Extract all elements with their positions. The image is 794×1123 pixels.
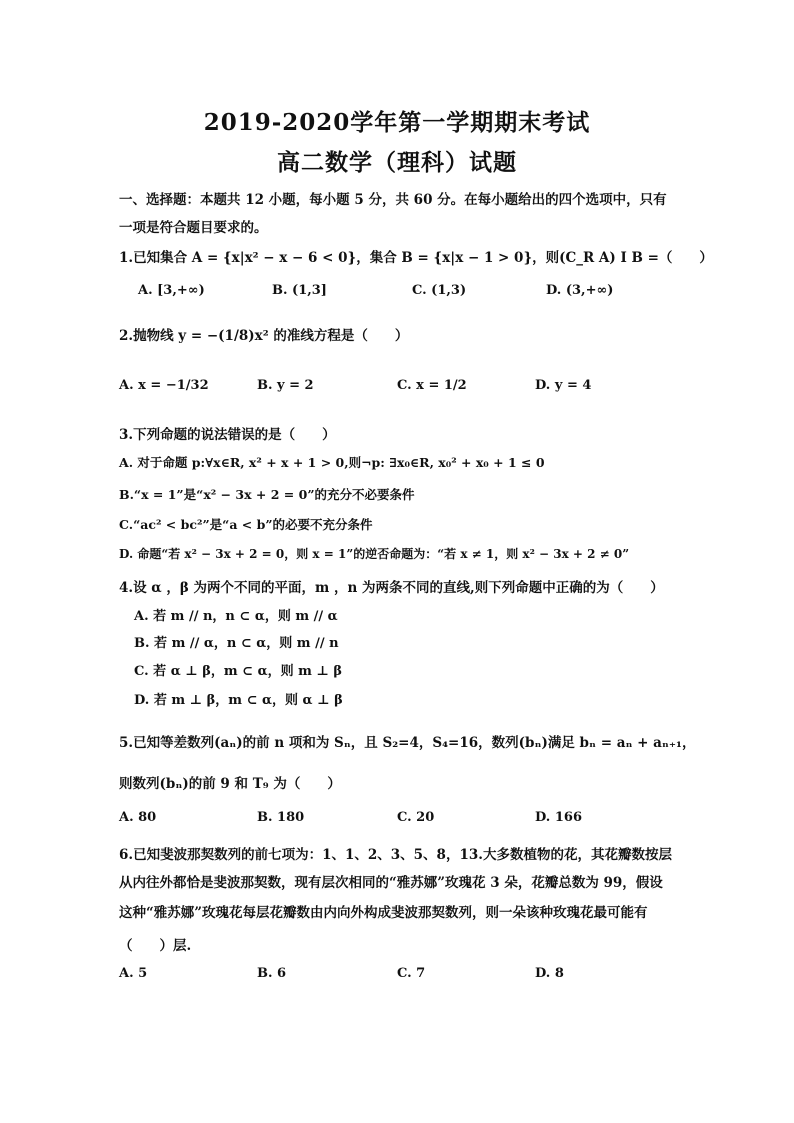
question-2-option-c: C. x = 1/2 <box>397 378 467 393</box>
question-3-option-a: A. 对于命题 p:∀x∈R, x² + x + 1 > 0,则¬p: ∃x₀∈R, x₀² + x₀ + 1 ≤ 0 <box>119 455 545 470</box>
question-6-option-a: A. 5 <box>119 966 148 981</box>
question-5-option-a: A. 80 <box>119 810 157 825</box>
question-6-option-c: C. 7 <box>397 966 426 981</box>
question-4-option-c: C. 若 α ⊥ β，m ⊂ α，则 m ⊥ β <box>134 664 343 679</box>
question-2-option-d: D. y = 4 <box>535 378 592 393</box>
question-5-option-d: D. 166 <box>535 810 582 825</box>
question-1-option-a: A. [3,+∞) <box>138 283 205 298</box>
question-6-stem-line1: 6.已知斐波那契数列的前七项为：1、1、2、3、5、8，13.大多数植物的花，其花瓣数按层 <box>119 847 672 863</box>
question-5-option-c: C. 20 <box>397 810 435 825</box>
question-5-stem-line1: 5.已知等差数列(aₙ)的前 n 项和为 Sₙ，且 S₂=4，S₄=16，数列(bₙ)满足 bₙ = aₙ + aₙ₊₁， <box>119 735 696 751</box>
section-instructions-line1: 一、选择题：本题共 12 小题，每小题 5 分，共 60 分。在每小题给出的四个选项中，只有 <box>119 192 667 208</box>
question-3-option-c: C.“ac² < bc²”是“a < b”的必要不充分条件 <box>119 517 373 532</box>
question-6-stem-line4: （ ）层. <box>119 938 192 954</box>
question-6-stem-line2: 从内往外都恰是斐波那契数，现有层次相同的“雅苏娜”玫瑰花 3 朵，花瓣总数为 99，假设 <box>119 875 663 891</box>
question-2-option-b: B. y = 2 <box>257 378 314 393</box>
question-5-stem-line2: 则数列(bₙ)的前 9 和 T₉ 为（ ） <box>119 776 341 792</box>
section-instructions-line2: 一项是符合题目要求的。 <box>119 220 268 236</box>
question-1-option-c: C. (1,3) <box>412 283 467 298</box>
exam-title: 2019-2020学年第一学期期末考试 <box>203 109 591 136</box>
question-4-option-a: A. 若 m // n，n ⊂ α，则 m // α <box>134 609 338 624</box>
exam-subtitle: 高二数学（理科）试题 <box>277 149 517 176</box>
question-3-option-b: B.“x = 1”是“x² − 3x + 2 = 0”的充分不必要条件 <box>119 487 415 502</box>
question-2-stem: 2.抛物线 y = −(1/8)x² 的准线方程是（ ） <box>119 328 409 344</box>
question-3-option-d: D. 命题“若 x² − 3x + 2 = 0，则 x = 1”的逆否命题为：“若 x ≠ 1，则 x² − 3x + 2 ≠ 0” <box>119 547 630 561</box>
question-1-stem: 1.已知集合 A = {x|x² − x − 6 < 0}，集合 B = {x|x − 1 > 0}，则(C_R A) I B =（ ） <box>119 250 713 266</box>
question-6-option-b: B. 6 <box>257 966 287 981</box>
question-6-stem-line3: 这种“雅苏娜”玫瑰花每层花瓣数由内向外构成斐波那契数列，则一朵该种玫瑰花最可能有 <box>119 905 648 921</box>
question-1-option-b: B. (1,3] <box>272 283 327 298</box>
question-2-option-a: A. x = −1/32 <box>119 378 209 393</box>
question-4-stem: 4.设 α ，β 为两个不同的平面，m ，n 为两条不同的直线,则下列命题中正确的为（ ） <box>119 580 664 596</box>
question-6-option-d: D. 8 <box>535 966 564 981</box>
question-1-option-d: D. (3,+∞) <box>546 283 614 298</box>
question-5-option-b: B. 180 <box>257 810 305 825</box>
question-3-stem: 3.下列命题的说法错误的是（ ） <box>119 427 336 443</box>
question-4-option-b: B. 若 m // α，n ⊂ α，则 m // n <box>134 636 339 651</box>
question-4-option-d: D. 若 m ⊥ β，m ⊂ α，则 α ⊥ β <box>134 693 343 708</box>
